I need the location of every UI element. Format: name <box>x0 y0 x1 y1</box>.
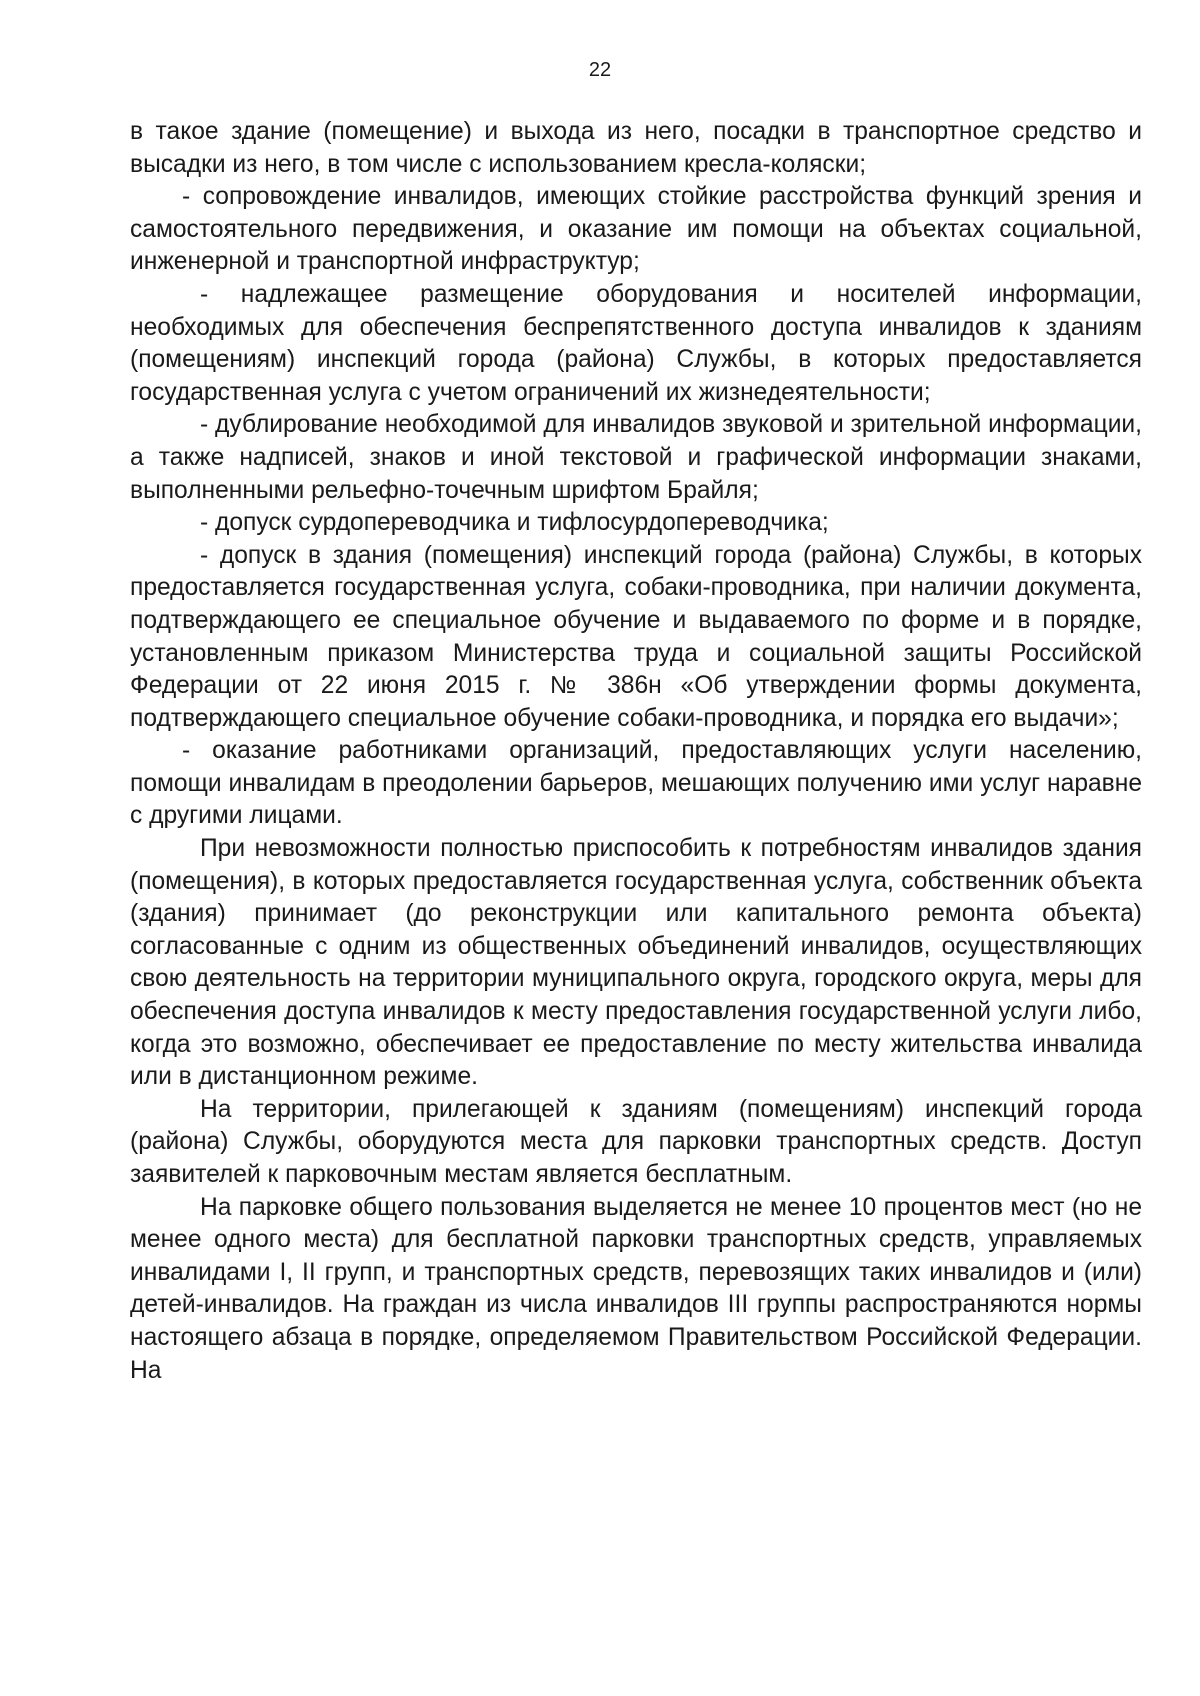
document-body <box>130 116 1142 1387</box>
list-item-guide-dog: - допуск в здания (помещения) инспекций города (района) Службы, в которых предоставляется государственная услуга, собаки-проводника, при наличии документа, подтверждающего ее специальное обучение и выдаваемого по форме и в порядке, установленным приказом Министерства труда и социальной защиты Российской Федерации от 22 июня 2015 г. № 386н «Об утверждении формы документа, подтверждающего специальное обучение собаки-проводника, и порядка его выдачи»; <box>130 541 1142 732</box>
paragraph-adaptation: При невозможности полностью приспособить к потребностям инвалидов здания (помещения), в которых предоставляется государственная услуга, собственник объекта (здания) принимает (до реконструкции или капитального ремонта объекта) согласованные с одним из общественных объединений инвалидов, осуществляющих свою деятельность на территории муниципального округа, городского округа, меры для обеспечения доступа инвалидов к месту предоставления государственной услуги либо, когда это возможно, обеспечивает ее предоставление по месту жительства инвалида или в дистанционном режиме. <box>130 835 1142 1091</box>
list-item-equipment: - надлежащее размещение оборудования и носителей информации, необходимых для обеспечения беспрепятственного доступа инвалидов к зданиям (помещениям) инспекций города (района) Службы, в которых предоставляется государственная услуга с учетом ограничений их жизнедеятельности; <box>130 280 1142 406</box>
paragraph-parking-quota: На парковке общего пользования выделяется не менее 10 процентов мест (но не менее одного места) для бесплатной парковки транспортных средств, управляемых инвалидами I, II групп, и транспортных средств, перевозящих таких инвалидов и (или) детей-инвалидов. На граждан из числа инвалидов III группы распространяются нормы настоящего абзаца в порядке, определяемом Правительством Российской Федерации. На <box>130 1193 1142 1384</box>
paragraph-parking-area: На территории, прилегающей к зданиям (помещениям) инспекций города (района) Службы, оборудуются места для парковки транспортных средств. Доступ заявителей к парковочным местам является бесплатным. <box>130 1095 1142 1188</box>
list-item-escort: - сопровождение инвалидов, имеющих стойкие расстройства функций зрения и самостоятельного передвижения, и оказание им помощи на объектах социальной, инженерной и транспортной инфраструктур; <box>130 183 1142 276</box>
list-item-interpreter: - допуск сурдопереводчика и тифлосурдопереводчика; <box>200 509 829 537</box>
list-item-braille: - дублирование необходимой для инвалидов звуковой и зрительной информации, а также надписей, знаков и иной текстовой и графической информации знаками, выполненными рельефно-точечным шрифтом Брайля; <box>130 411 1142 504</box>
paragraph-continuation: в такое здание (помещение) и выхода из него, посадки в транспортное средство и высадки из него, в том числе с использованием кресла-коляски; <box>130 118 1142 178</box>
list-item-assistance: - оказание работниками организаций, предоставляющих услуги населению, помощи инвалидам в преодолении барьеров, мешающих получению ими услуг наравне с другими лицами. <box>130 737 1142 830</box>
page-number: 22 <box>588 59 612 81</box>
